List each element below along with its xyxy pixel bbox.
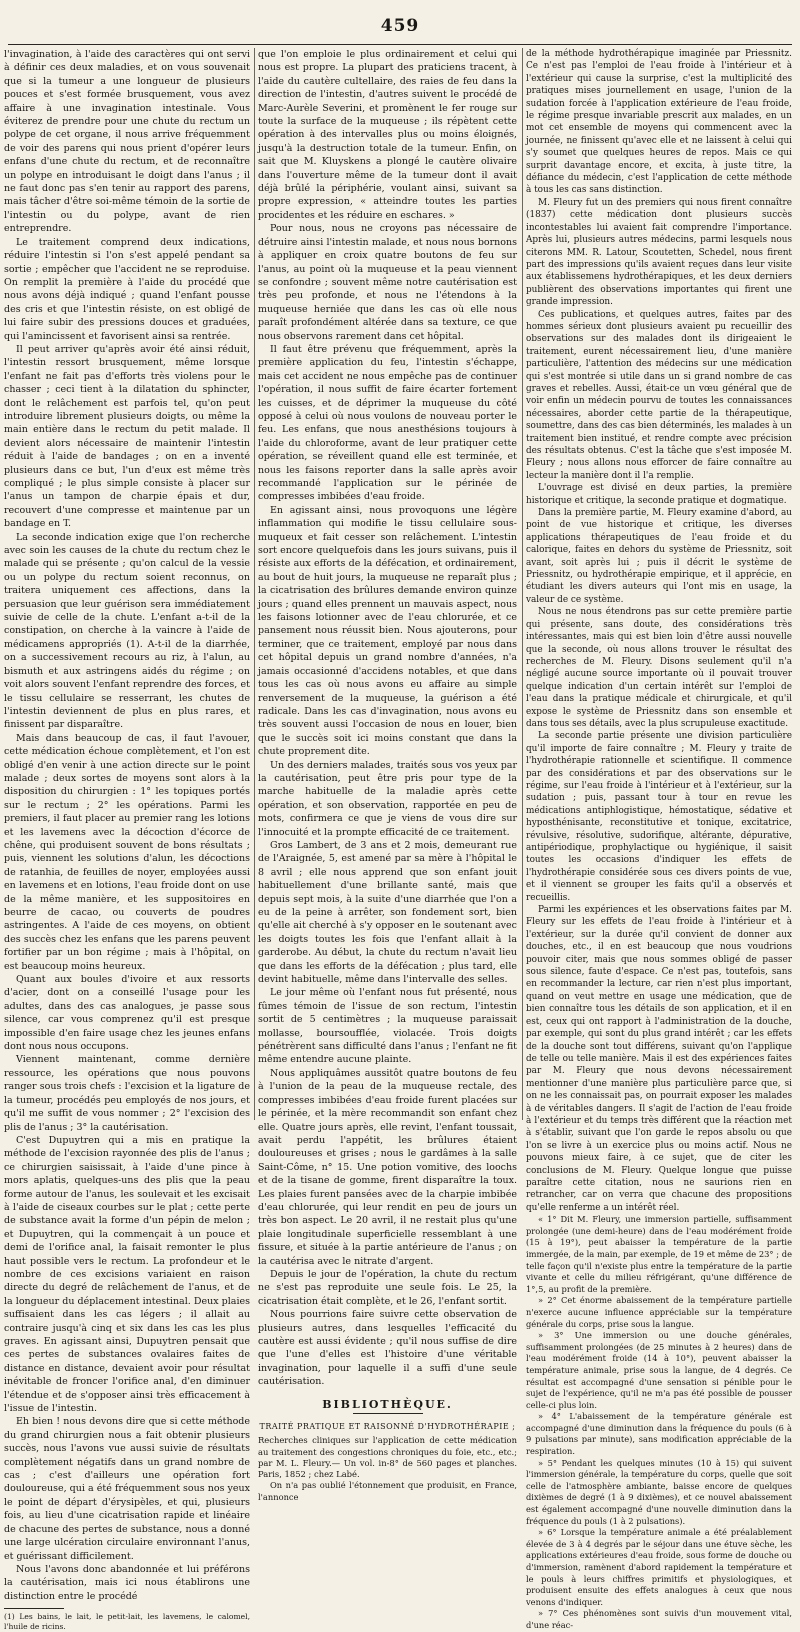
paragraph: La seconde partie présente une division particulière qu'il importe de faire connaître ; M. Fleury y traite de l'hydrothérapie rationnelle et scientifique. Il commence par des considérations et par des observations sur le régime, sur l'eau froide à l'intérieur et à l'extérieur, sur la sudation ; puis, passant tour à tour en revue les médications antiphlogistique, hémostatique, sédative et hyposthénisante, reconstitutive et tonique, excitatrice, révulsive, résolutive, sudorifique, altérante, dépurative, antipériodique, prophylactique ou hygiénique, il saisit toutes les occasions d'indiquer les effets de l'hydrothérapie considérée sous ces divers points de vue, et il viennent se grouper les faits qu'il a observés et recueillis. xyxy=(526,731,792,903)
paragraph: Nous l'avons donc abandonnée et lui préférons la cautérisation, mais ici nous établirons une distinction entre le procédé xyxy=(4,1563,250,1602)
footnote: (1) Les bains, le lait, le petit-lait, les lavemens, le calomel, l'huile de ricins. xyxy=(4,1612,250,1632)
quote-paragraph: » 5° Pendant les quelques minutes (10 à 15) qui suivent l'immersion générale, la température du corps, quelle que soit celle de l'atmosphère ambiante, baisse encore de quelques dixièmes de degré (1 à 9 dixièmes), et ce nouvel abaissement est également accompagné d'une nouvelle diminution dans la fréquence du pouls (1 à 2 pulsations). xyxy=(526,1457,792,1526)
paragraph: Le traitement comprend deux indications, réduire l'intestin si l'on s'est appelé pendant sa sortie ; empêcher que l'accident ne se reproduise. On remplit la première à l'aide du procédé que nous avons déjà indiqué ; quand l'enfant pousse des cris et que l'intestin résiste, on est obligé de lui faire subir des pressions douces et graduées, qui l'amincissent et favorisent ainsi sa rentrée. xyxy=(4,236,250,342)
paragraph: La seconde indication exige que l'on recherche avec soin les causes de la chute du rectum chez le malade qui se présente ; qu'on calcul de la vessie ou un polype du rectum soient reconnus, on traitera uniquement ces affections, dans la persuasion que leur guérison sera immédiatement suivie de celle de la chute. L'enfant a-t-il de la constipation, on cherche à la vaincre à l'aide de médicamens appropriés (1). A-t-il de la diarrhée, on a successivement recours au riz, à l'alun, au bismuth et aux astringens aidés du régime ; on voit alors souvent l'enfant reprendre des forces, et le tissu cellulaire se resserrant, les chutes de l'intestin deviennent de plus en plus rares, et finissent par disparaître. xyxy=(4,531,250,731)
paragraph: Dans la première partie, M. Fleury examine d'abord, au point de vue historique et critique, les diverses applications thérapeutiques de l'eau froide et du calorique, faites en dehors du système de Priessnitz, soit avant, soit après lui ; puis il décrit le système de Priessnitz, ou hydrothérapie empirique, et il apprécie, en étudiant les divers auteurs qui l'ont mis en usage, la valeur de ce système. xyxy=(526,508,792,605)
paragraph: que l'on emploie le plus ordinairement et celui qui nous est propre. La plupart des praticiens tracent, à l'aide du cautère cultellaire, des raies de feu dans la direction de l'intestin, d'autres suivent le procédé de Marc-Aurèle Severini, et promènent le fer rouge sur toute la surface de la muqueuse ; ils répètent cette opération à des intervalles plus ou moins éloignés, jusqu'à la destruction totale de la tumeur. Enfin, on sait que M. Kluyskens a plongé le cautère olivaire dans l'ouverture même de la tumeur dont il avait déjà brûlé la périphérie, voulant ainsi, suivant sa propre expression, « atteindre toutes les parties procidentes et les réduire en eschares. » xyxy=(258,49,517,221)
paragraph: Ces publications, et quelques autres, faites par des hommes sérieux dont plusieurs avaient pu recueillir des observations sur des malades dont ils dirigeaient le traitement, eurent nécessairement lieu, d'une manière particulière, l'attention des médecins sur une médication qui s'est montrée si utile dans un si grand nombre de cas graves et rebelles. Aussi, était-ce un vœu général que de voir enfin un médecin pourvu de toutes les connaissances nécessaires, aborder cette partie de la thérapeutique, soumettre, dans des cas bien déterminés, les malades à un traitement bien institué, et rendre compte avec précision des résultats obtenus. C'est la tâche que s'est imposée M. Fleury ; nous allons nous efforcer de faire connaître au lecteur la manière dont il l'a remplie. xyxy=(526,309,792,481)
column-divider xyxy=(522,48,523,1120)
paragraph: Nous pourrions faire suivre cette observation de plusieurs autres, dans lesquelles l'efficacité du cautère est aussi évidente ; qu'il nous suffise de dire que l'une d'elles est l'histoire d'une véritable invagination, pour laquelle il a suffi d'une seule cautérisation. xyxy=(258,1309,517,1388)
paragraph: C'est Dupuytren qui a mis en pratique la méthode de l'excision rayonnée des plis de l'anus ; ce chirurgien saisissait, à l'aide d'une pince à mors aplatis, quelques-uns des plis que la peau forme autour de l'anus, les soulevait et les excisait à l'aide de ciseaux courbes sur le plat ; cette perte de substance avait la forme d'un pépin de melon ; et Dupuytren, qui la commençait à un pouce et demi de l'orifice anal, la faisait remonter le plus haut possible vers le rectum. La profondeur et le nombre de ces excisions variaient en raison directe du degré de relâchement de l'anus, et de la longueur du déplacement intestinal. Deux plaies suffisaient dans les cas légers ; il allait au contraire jusqu'à cinq et six dans les cas les plus graves. En agissant ainsi, Dupuytren pensait que ces pertes de substances ovalaires faites de distance en distance, devaient avoir pour résultat inévitable de froncer l'orifice anal, d'en diminuer l'étendue et de s'opposer ainsi très efficacement à l'issue de l'intestin. xyxy=(4,1134,250,1415)
paragraph: Parmi les expériences et les observations faites par M. Fleury sur les effets de l'eau froide à l'intérieur et à l'extérieur, sur la durée qu'il convient de donner aux douches, etc., il en est beaucoup que nous voudrions pouvoir citer, mais que nous sommes obligé de passer sous silence, faute d'espace. Ce n'est pas, toutefois, sans en recommander la lecture, car rien n'est plus important, quand on veut mettre en usage une médication, que de bien connaître tous les détails de son application, et il en est, ceux qui ont rapport à l'administration de la douche, par exemple, qui sont du plus grand intérêt ; car les effets de la douche sont tout différens, suivant qu'on l'applique de telle ou telle manière. Mais il est des expériences faites par M. Fleury que nous devons nécessairement mentionner d'une manière plus particulière parce que, si on ne les connaissait pas, on pourrait exposer les malades à de véritables dangers. Il s'agit de l'action de l'eau froide à l'extérieur et du temps très différent que la réaction met à s'établir, suivant que l'on garde le repos absolu ou que l'on se livre à un exercice plus ou moins actif. Nous ne pouvons mieux faire, à ce sujet, que de citer les conclusions de M. Fleury. Quelque longue que puisse paraître cette citation, nous ne saurions rien en retrancher, car on verra que chacune des propositions qu'elle renferme a un intérêt réel. xyxy=(526,905,792,1213)
quote-paragraph: » 2° Cet énorme abaissement de la température partielle n'exerce aucune influence appréciable sur la température générale du corps, prise sous la langue. xyxy=(526,1295,792,1329)
paragraph: Il faut être prévenu que fréquemment, après la première application du feu, l'intestin s'échappe, mais cet accident ne nous empêche pas de continuer l'opération, il nous suffit de faire écarter fortement les cuisses, et de déprimer la muqueuse du côté opposé à celui où nous voulons de nouveau porter le feu. Les enfans, que nous anesthésions toujours à l'aide du chloroforme, avant de leur pratiquer cette opération, se réveillent quand elle est terminée, et nous les faisons reporter dans la salle après avoir recommandé l'application sur le périnée de compresses imbibées d'eau froide. xyxy=(258,343,517,503)
paragraph: Viennent maintenant, comme dernière ressource, les opérations que nous pouvons ranger sous trois chefs : l'excision et la ligature de la tumeur, procédés peu employés de nos jours, et qu'il me suffit de vous nommer ; 2° l'excision des plis de l'anus ; 3° la cautérisation. xyxy=(4,1054,250,1133)
paragraph: On n'a pas oublié l'étonnement que produisit, en France, l'annonce xyxy=(258,1480,517,1502)
quote-paragraph: « 1° Dit M. Fleury, une immersion partielle, suffisamment prolongée (une demi-heure) dans de l'eau modérément froide (15 à 19°), peut abaisser la température de la partie immergée, de la main, par exemple, de 19 et même de 23° ; de telle façon qu'il n'existe plus entre la température de la partie vivante et celle du milieu réfrigérant, qu'une différence de 1°,5, au profit de la première. xyxy=(526,1214,792,1294)
book-description: Recherches cliniques sur l'application de cette médication au traitement des congestions chroniques du foie, etc., etc.; par M. L. Fleury.— Un vol. in-8° de 560 pages et planches. Paris, 1852 ; chez Labé. xyxy=(258,1435,517,1480)
paragraph: de la méthode hydrothérapique imaginée par Priessnitz. Ce n'est pas l'emploi de l'eau froide à l'intérieur et à l'extérieur qui cause la surprise, c'est la multiplicité des pratiques mises journellement en usage, l'union de la sudation forcée à l'application extérieure de l'eau froide, le régime presque invariable prescrit aux malades, en un mot cet ensemble de moyens qui commencent avec la journée, ne finissent qu'avec elle et ne laissent à celui qui s'y soumet que quelques heures de repos. Mais ce qui surprit davantage encore, et excita, à juste titre, la défiance du médecin, c'est l'application de cette méthode à tous les cas sans distinction. xyxy=(526,49,792,196)
paragraph: l'invagination, à l'aide des caractères qui ont servi à définir ces deux maladies, et on vous souvenait que si la tumeur a une longueur de plusieurs pouces et s'est formée brusquement, vous avez affaire à une invagination intestinale. Vous éviterez de prendre pour une chute du rectum un polype de cet organe, il nous arrive fréquemment de voir des parens qui nous prient d'opérer leurs enfans d'une chute du rectum, et de reconnaître un polype en introduisant le doigt dans l'anus ; il ne faut donc pas s'en tenir au rapport des parens, mais tâcher d'être soi-même témoin de la sortie de l'intestin ou du polype, avant de rien entreprendre. xyxy=(4,49,250,235)
paragraph: Pour nous, nous ne croyons pas nécessaire de détruire ainsi l'intestin malade, et nous nous bornons à appliquer en croix quatre boutons de feu sur l'anus, au point où la muqueuse et la peau viennent se confondre ; souvent même notre cautérisation est très peu profonde, et nous ne l'étendons à la muqueuse herniée que dans les cas où elle nous paraît profondément altérée dans sa texture, ce que nous observons rarement dans cet hôpital. xyxy=(258,223,517,342)
column-divider xyxy=(254,48,255,1120)
column-2 xyxy=(258,48,517,1502)
paragraph: Nous appliquâmes aussitôt quatre boutons de feu à l'union de la peau de la muqueuse rectale, des compresses imbibées d'eau froide furent placées sur le périnée, et la mère recommandit son enfant chez elle. Quatre jours après, elle revint, l'enfant toussait, avait perdu l'appétit, les brûlures étaient douloureuses et grises ; nous le gardâmes à la salle Saint-Côme, n° 15. Une potion vomitive, des loochs et de la tisane de gomme, firent disparaître la toux. Les plaies furent pansées avec de la charpie imbibée d'eau chlorurée, qui leur rendit en peu de jours un très bon aspect. Le 20 avril, il ne restait plus qu'une plaie longitudinale superficielle ressemblant à une fissure, et située à la partie antérieure de l'anus ; on la cautérisa avec le nitrate d'argent. xyxy=(258,1067,517,1267)
quote-paragraph: » 3° Une immersion ou une douche générales, suffisamment prolongées (de 25 minutes à 2 heures) dans de l'eau modérément froide (14 à 10°), peuvent abaisser la température animale, prise sous la langue, de 4 degrés. Ce résultat est accompagné d'une sensation si pénible pour le sujet de l'expérience, qu'il ne m'a pas été possible de pousser celle-ci plus loin. xyxy=(526,1330,792,1410)
paragraph: Eh bien ! nous devons dire que si cette méthode du grand chirurgien nous a fait obtenir plusieurs succès, nous l'avons vue aussi suivie de résultats complètement négatifs dans un grand nombre de cas ; c'est d'ailleurs une opération fort douloureuse, qui a été fréquemment sous nos yeux le point de départ d'érysipèles, et qui, plusieurs fois, au lieu d'une cicatrisation rapide et linéaire de chacune des pertes de substance, nous a donné une large ulcération circulaire environnant l'anus, et guérissant difficilement. xyxy=(4,1416,250,1562)
paragraph: M. Fleury fut un des premiers qui nous firent connaître (1837) cette médication dont plusieurs succès incontestables lui avaient fait comprendre l'importance. Après lui, plusieurs autres médecins, parmi lesquels nous citerons MM. R. Latour, Scoutetten, Schedel, nous firent part des impressions qu'ils avaient reçues dans leur visite aux établissemens hydrothérapiques, et les deux derniers publièrent des observations importantes qui firent une grande impression. xyxy=(526,197,792,308)
quote-paragraph: » 4° L'abaissement de la température générale est accompagné d'une diminution dans la fréquence du pouls (6 à 9 pulsations par minute), sans modification appréciable de la respiration. xyxy=(526,1411,792,1457)
quote-paragraph: » 6° Lorsque la température animale a été préalablement élevée de 3 à 4 degrés par le séjour dans une étuve sèche, les applications extérieures d'eau froide, sous forme de douche ou d'immersion, ramènent d'abord rapidement la température et le pouls à leurs chiffres primitifs et physiologiques, et produisent ensuite des effets analogues à ceux que nous venons d'indiquer. xyxy=(526,1527,792,1607)
paragraph: Depuis le jour de l'opération, la chute du rectum ne s'est pas reproduite une seule fois. Le 25, la cicatrisation était complète, et le 26, l'enfant sortit. xyxy=(258,1268,517,1307)
header-rule xyxy=(8,44,792,45)
section-title: BIBLIOTHÈQUE. xyxy=(322,1397,453,1411)
paragraph: Le jour même où l'enfant nous fut présenté, nous fûmes témoin de l'issue de son rectum, l'intestin sortit de 5 centimètres ; la muqueuse paraissait mollasse, boursoufflée, violacée. Trois doigts pénétrèrent sans difficulté dans l'anus ; l'enfant ne fit même entendre aucune plainte. xyxy=(258,987,517,1066)
quote-paragraph: » 7° Ces phénomènes sont suivis d'un mouvement vital, d'une réac- xyxy=(526,1608,792,1630)
paragraph: Quant aux boules d'ivoire et aux ressorts d'acier, dont on a conseillé l'usage pour les adultes, dans des cas analogues, je passe sous silence, car vous comprenez qu'il est presque impossible d'en faire usage chez les jeunes enfans dont nous nous occupons. xyxy=(4,974,250,1053)
column-1 xyxy=(4,48,250,1632)
column-3 xyxy=(526,48,792,1630)
book-title: TRAITÉ PRATIQUE ET RAISONNÉ D'HYDROTHÉRAPIE ; xyxy=(259,1422,516,1432)
paragraph: Gros Lambert, de 3 ans et 2 mois, demeurant rue de l'Araignée, 5, est amené par sa mère à l'hôpital le 8 avril ; elle nous apprend que son enfant jouit habituellement d'une brillante santé, mais que depuis sept mois, à la suite d'une diarrhée que l'on a eu de la peine à arrêter, son fondement sort, bien qu'elle ait cherché à s'y opposer en le soutenant avec les doigts toutes les fois que l'enfant allait à la garderobe. Au début, la chute du rectum n'avait lieu que dans les efforts de la défécation ; plus tard, elle devint habituelle, même dans l'intervalle des selles. xyxy=(258,839,517,986)
paragraph: Il peut arriver qu'après avoir été ainsi réduit, l'intestin ressort brusquement, même lorsque l'enfant ne fait pas d'efforts très violens pour le chasser ; ceci tient à la dilatation du sphincter, dont le relâchement est parfois tel, qu'on peut introduire librement plusieurs doigts, ou même la main entière dans le rectum du petit malade. Il devient alors nécessaire de maintenir l'intestin réduit à l'aide de bandages ; on en a inventé plusieurs dans ce but, l'un d'eux est même très compliqué ; le plus simple consiste à placer sur l'anus un tampon de charpie épais et dur, recouvert d'une compresse et maintenue par un bandage en T. xyxy=(4,343,250,530)
footnote-rule xyxy=(4,1608,64,1609)
paragraph: Mais dans beaucoup de cas, il faut l'avouer, cette médication échoue complètement, et l'on est obligé d'en venir à une action directe sur le point malade ; deux sortes de moyens sont alors à la disposition du chirurgien : 1° les topiques portés sur le rectum ; 2° les opérations. Parmi les premiers, il faut placer au premier rang les lotions et les lavemens avec la décoction d'écorce de chêne, qui produisent souvent de bons résultats ; puis, viennent les solutions d'alun, les décoctions de ratanhia, de feuilles de noyer, employées aussi en lavemens et en lotions, l'eau froide dont on use de la même manière, et les suppositoires en beurre de cacao, ou couverts de poudres astringentes. A l'aide de ces moyens, on obtient des succès chez les enfans que les parens peuvent fortifier par un bon régime ; mais à l'hôpital, on est beaucoup moins heureux. xyxy=(4,732,250,972)
section-rule xyxy=(353,1413,423,1414)
paragraph: L'ouvrage est divisé en deux parties, la première historique et critique, la seconde pratique et dogmatique. xyxy=(526,483,792,506)
paragraph: En agissant ainsi, nous provoquons une légère inflammation qui modifie le tissu cellulaire sous-muqueux et fait cesser son relâchement. L'intestin sort encore quelquefois dans les jours suivans, puis il résiste aux efforts de la défécation, et ordinairement, au bout de huit jours, la muqueuse ne reparaît plus ; la cicatrisation des brûlures demande environ quinze jours ; quand elles prennent un mauvais aspect, nous les faisons lotionner avec de l'eau chlorurée, et ce pansement nous réussit bien. Nous ajouterons, pour terminer, que ce traitement, employé par nous dans cet hôpital depuis un grand nombre d'années, n'a jamais occasionné d'accidens notables, et que dans tous les cas où nous avons eu affaire au simple renversement de la muqueuse, la guérison a été radicale. Dans les cas d'invagination, nous avons eu très souvent aussi l'occasion de nous en louer, bien que le succès soit ici moins constant que dans la chute proprement dite. xyxy=(258,504,517,758)
paragraph: Un des derniers malades, traités sous vos yeux par la cautérisation, peut être pris pour type de la marche habituelle de la maladie après cette opération, et son observation, rapportée en peu de mots, confirmera ce que je viens de vous dire sur l'innocuité et la prompte efficacité de ce traitement. xyxy=(258,759,517,838)
page-number: 459 xyxy=(380,16,420,36)
paragraph: Nous ne nous étendrons pas sur cette première partie qui présente, sans doute, des considérations très intéressantes, mais qui est bien loin d'être aussi nouvelle que la seconde, où nous allons trouver le résultat des recherches de M. Fleury. Disons seulement qu'il n'a négligé aucune source importante où il pouvait trouver quelque indication d'un certain intérêt sur l'emploi de l'eau dans la pratique médicale et chirurgicale, et qu'il expose le système de Priessnitz dans son ensemble et dans tous ses détails, avec la plus scrupuleuse exactitude. xyxy=(526,607,792,729)
